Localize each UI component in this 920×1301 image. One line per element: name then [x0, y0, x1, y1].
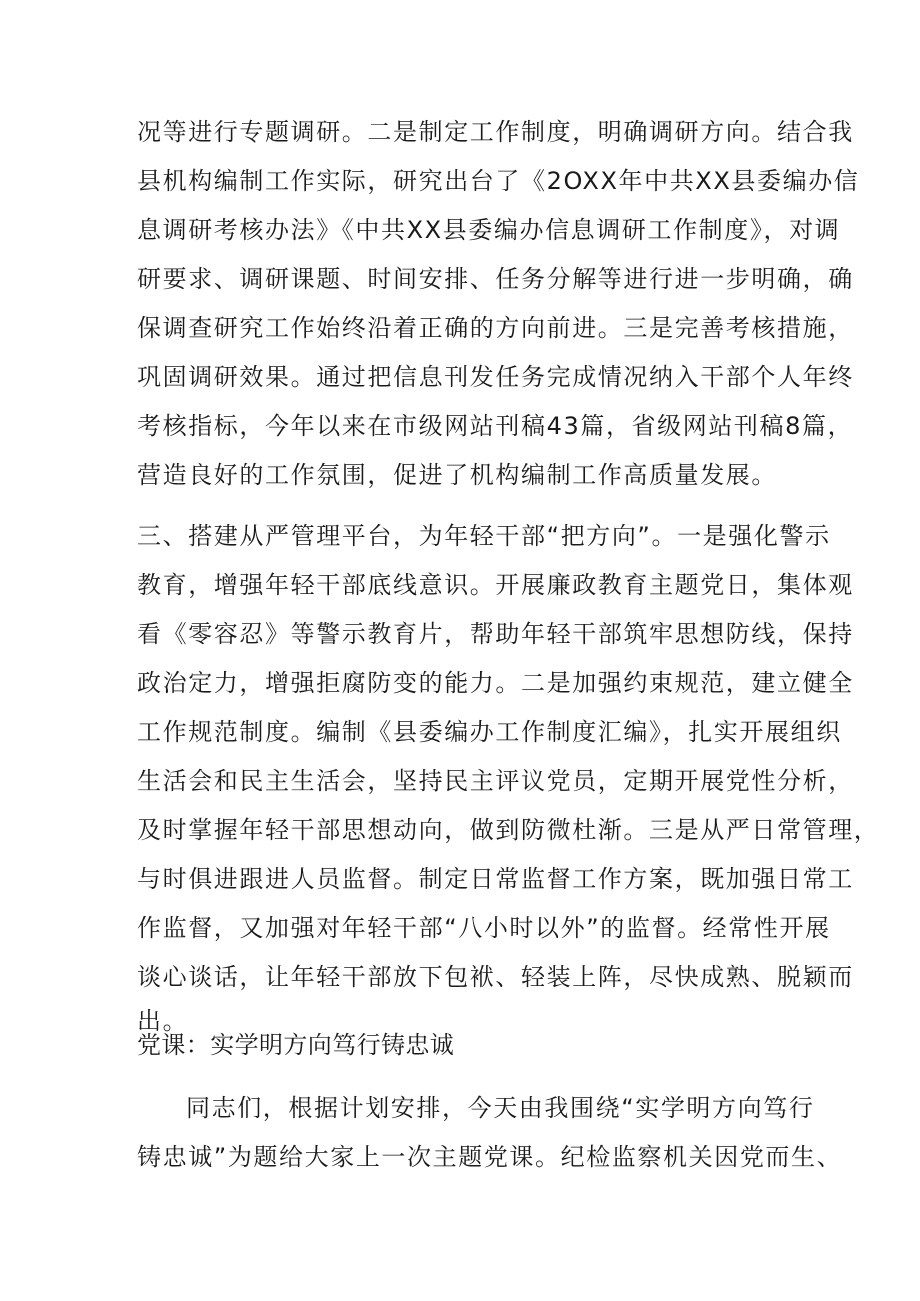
- paragraph-line: 教育，增强年轻干部底线意识。开展廉政教育主题党日，集体观: [137, 571, 854, 599]
- paragraph-line: 出。: [137, 1007, 189, 1035]
- paragraph-line: 研要求、调研课题、时间安排、任务分解等进行进一步明确，确: [137, 265, 854, 293]
- paragraph-line: 考核指标，今年以来在市级网站刊稿43篇，省级网站刊稿8篇，: [137, 412, 854, 440]
- paragraph-line: 作监督，又加强对年轻干部“八小时以外”的监督。经常性开展: [137, 914, 831, 942]
- section-heading-line: 三、搭建从严管理平台，为年轻干部“把方向”。一是强化警示: [137, 522, 831, 550]
- paragraph-line: 政治定力，增强拒腐防变的能力。二是加强约束规范，建立健全: [137, 669, 854, 697]
- paragraph-line: 巩固调研效果。通过把信息刊发任务完成情况纳入干部个人年终: [137, 363, 854, 391]
- paragraph-line: 工作规范制度。编制《县委编办工作制度汇编》，扎实开展组织: [137, 718, 842, 746]
- paragraph-line: 看《零容忍》等警示教育片，帮助年轻干部筑牢思想防线，保持: [137, 620, 854, 648]
- paragraph-line: 况等进行专题调研。二是制定工作制度，明确调研方向。结合我: [137, 118, 854, 146]
- paragraph-line: 及时掌握年轻干部思想动向，做到防微杜渐。三是从严日常管理，: [137, 816, 880, 844]
- paragraph-line: 保调查研究工作始终沿着正确的方向前进。三是完善考核措施，: [137, 314, 854, 342]
- paragraph-line: 县机构编制工作实际，研究出台了《2OXX年中共XX县委编办信: [137, 167, 860, 195]
- paragraph-line: 与时俱进跟进人员监督。制定日常监督工作方案，既加强日常工: [137, 865, 854, 893]
- paragraph-line: 谈心谈话，让年轻干部放下包袱、轻装上阵，尽快成熟、脱颖而: [137, 963, 854, 991]
- paragraph-line: 营造良好的工作氛围，促进了机构编制工作高质量发展。: [137, 461, 777, 489]
- paragraph-line: 生活会和民主生活会，坚持民主评议党员，定期开展党性分析，: [137, 767, 854, 795]
- paragraph-line: 铸忠诚”为题给大家上一次主题党课。纪检监察机关因党而生、: [137, 1143, 843, 1171]
- lesson-title: 党课：实学明方向笃行铸忠诚: [137, 1031, 455, 1059]
- paragraph-line: 息调研考核办法》《中共XX县委编办信息调研工作制度》，对调: [137, 216, 841, 244]
- paragraph-line: 同志们，根据计划安排，今天由我围绕“实学明方向笃行: [186, 1094, 815, 1122]
